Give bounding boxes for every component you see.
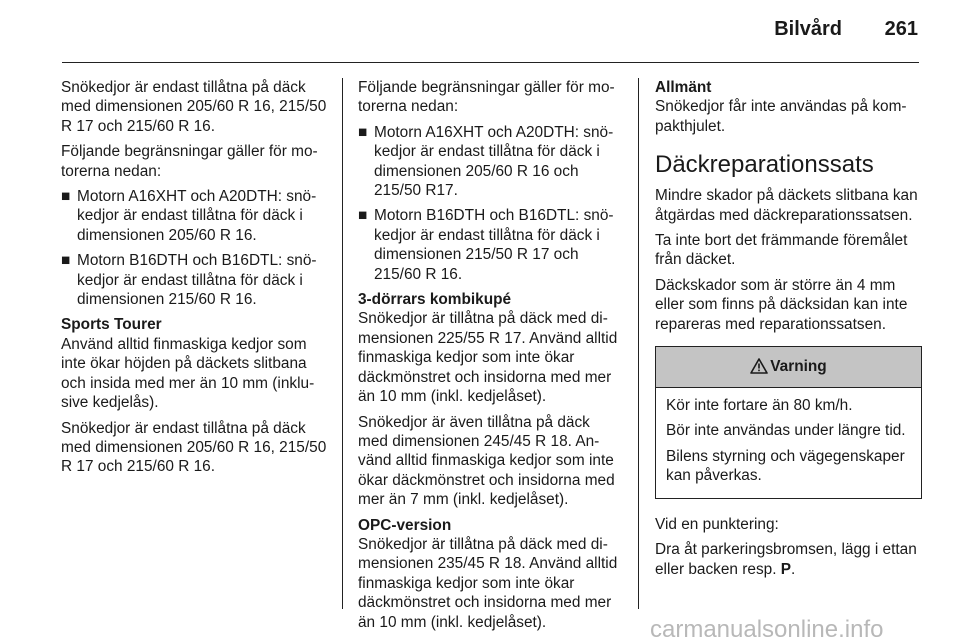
paragraph: Mindre skador på däckets slitbana kan åtgärdas med däckreparationssatsen. xyxy=(655,187,918,224)
warning-line: Bör inte användas under längre tid. xyxy=(666,422,906,440)
warning-title: Varning xyxy=(770,358,827,376)
gear-p-label: P xyxy=(780,560,792,578)
list-item xyxy=(61,187,329,245)
paragraph: Snökedjor är tillåtna på däck med dimensionen 235/45 R 18. Använd alltid finmaskiga kedjor som inte ökar däckmönstret och insidorna med mer än 10 mm (inkl. kedjelåset). xyxy=(358,535,618,631)
bullet-list xyxy=(358,123,624,284)
warning-box xyxy=(655,346,922,499)
page-header xyxy=(0,0,960,62)
paragraph: Däckskador som är större än 4 mm eller som finns på däcksidan kan inte repareras med reparationssatsen. xyxy=(655,276,908,333)
watermark: carmanualsonline.info xyxy=(650,616,884,643)
column-3 xyxy=(655,78,922,585)
paragraph: Snökedjor är även tillåtna på däck med dimensionen 245/45 R 18. Använd alltid finmaskiga kedjor som inte ökar däckmönstret och insidorna med mer än 7 mm (inkl. kedjelåset). xyxy=(358,413,615,509)
subheading-general: Allmänt xyxy=(655,79,712,96)
warning-header xyxy=(656,347,921,388)
bullet-icon: ■ xyxy=(61,188,71,206)
column-2 xyxy=(358,78,624,638)
list-item xyxy=(358,123,624,201)
paragraph: Använd alltid finmaskiga kedjor som inte ökar höjden på däckets slitbana och insida med mer än 10 mm (inklusive kedjelås). xyxy=(61,335,315,412)
paragraph xyxy=(655,540,922,579)
text-segment: . xyxy=(791,560,796,578)
warning-line: Kör inte fortare än 80 km/h. xyxy=(666,397,853,415)
text-segment: Dra åt parkeringsbromsen, lägg i ettan eller backen resp. xyxy=(655,541,917,578)
paragraph: Snökedjor är tillåtna på däck med dimensionen 225/55 R 17. Använd alltid finmaskiga kedjor som inte ökar däckmönstret och insidorna med mer än 10 mm (inkl. kedjelåset). xyxy=(358,310,618,406)
column-divider-2 xyxy=(638,78,639,609)
paragraph: Snökedjor får inte användas på kompakthjulet. xyxy=(655,98,907,135)
bullet-icon: ■ xyxy=(61,252,71,270)
list-item-text: Motorn A16XHT och A20DTH: snökedjor är endast tillåtna för däck i dimensionen 205/60 R 16 och 215/50 R17. xyxy=(374,123,614,200)
page-number: 261 xyxy=(884,18,918,40)
section-title: Bilvård xyxy=(774,18,842,40)
bullet-icon: ■ xyxy=(358,207,368,225)
warning-triangle-icon xyxy=(750,358,768,374)
paragraph: Snökedjor är endast tillåtna på däck med dimensionen 205/60 R 16, 215/50 R 17 och 215/60 R 16. xyxy=(61,419,327,476)
list-item-text: Motorn B16DTH och B16DTL: snökedjor är endast tillåtna för däck i dimensionen 215/50 R 17 och 215/60 R 16. xyxy=(374,207,614,283)
column-divider-1 xyxy=(342,78,343,609)
warning-line: Bilens styrning och vägegenskaper kan påverkas. xyxy=(666,447,905,485)
paragraph: Vid en punktering: xyxy=(655,515,779,533)
paragraph: Följande begränsningar gäller för motorerna nedan: xyxy=(61,143,318,180)
paragraph: Snökedjor är endast tillåtna på däck med dimensionen 205/60 R 16, 215/50 R 17 och 215/60 R 16. xyxy=(61,79,327,135)
subheading-opc: OPC-version xyxy=(358,516,452,534)
bullet-list xyxy=(61,187,329,309)
list-item-text: Motorn B16DTH och B16DTL: snökedjor är endast tillåtna för däck i dimensionen 215/60 R 16. xyxy=(77,252,317,309)
header-divider xyxy=(62,62,919,63)
section-heading: Däckreparationssats xyxy=(655,151,874,179)
list-item-text: Motorn A16XHT och A20DTH: snökedjor är endast tillåtna för däck i dimensionen 205/60 R 16. xyxy=(77,188,317,244)
subheading-3-door: 3-dörrars kombikupé xyxy=(358,291,512,309)
warning-body xyxy=(656,388,921,498)
column-1 xyxy=(61,78,329,483)
paragraph: Följande begränsningar gäller för motorerna nedan: xyxy=(358,79,615,116)
subheading-sports-tourer: Sports Tourer xyxy=(61,316,162,334)
paragraph: Ta inte bort det främmande föremålet från däcket. xyxy=(655,232,908,269)
list-item xyxy=(61,251,329,309)
list-item xyxy=(358,206,624,284)
bullet-icon: ■ xyxy=(358,123,368,141)
